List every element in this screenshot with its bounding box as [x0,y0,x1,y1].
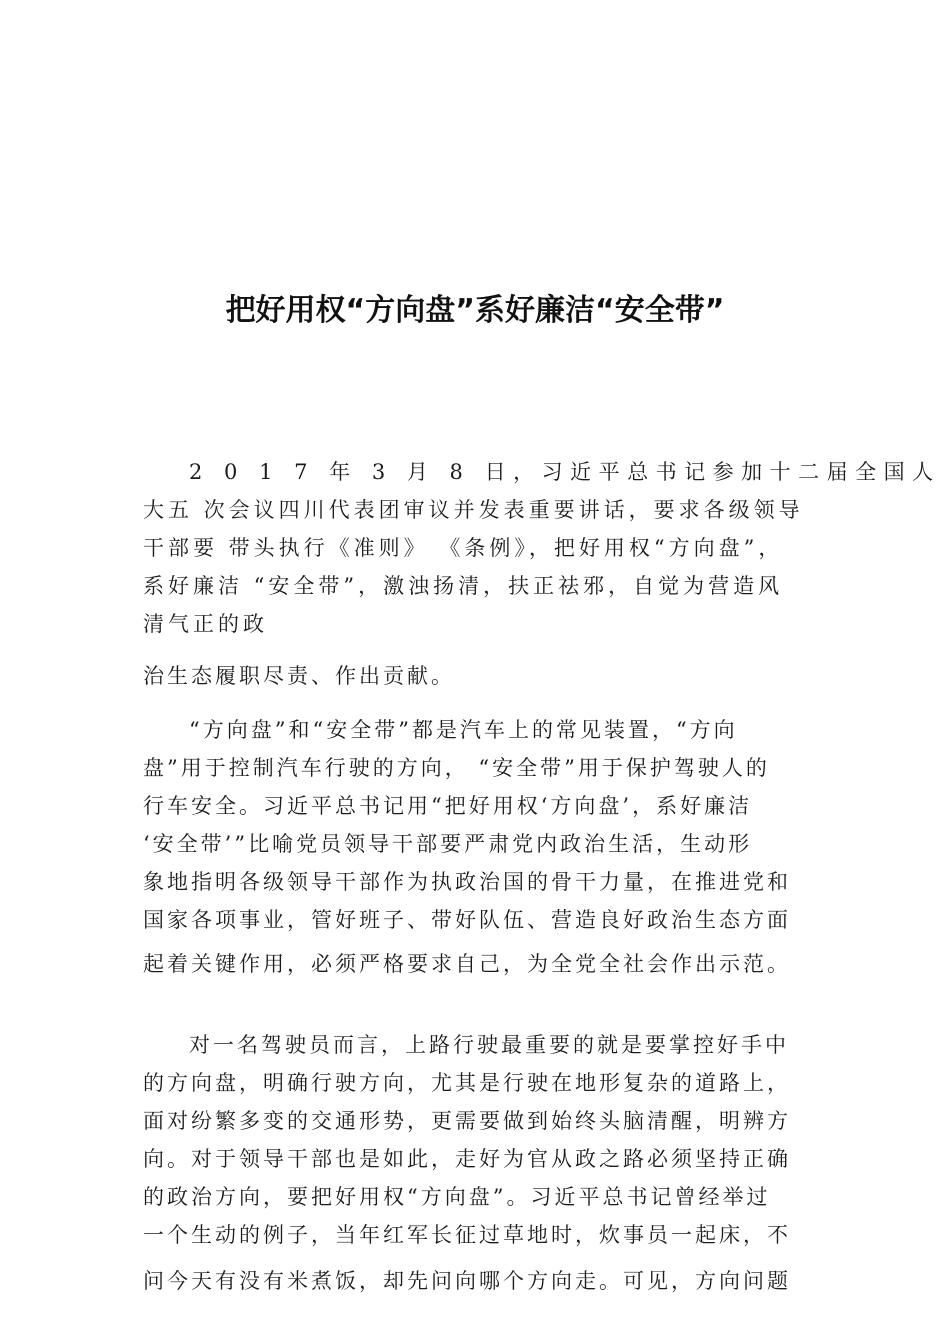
paragraph-line: 起着关键作用，必须严格要求自己，为全党全社会作出示范。 [143,952,791,976]
paragraph-line: “方向盘”和“安全带”都是汽车上的常见装置，“方向 [189,718,738,742]
paragraph-line: 对一名驾驶员而言，上路行驶最重要的就是要掌控好手中 [189,1033,789,1057]
paragraph-line: 行车安全。习近平总书记用“把好用权‘方向盘’，系好廉洁 [143,794,753,818]
paragraph-3 [143,1026,809,1300]
paragraph-line: 向。对于领导干部也是如此，走好为官从政之路必须坚持正确 [143,1147,791,1171]
paragraph-line: 面对纷繁多变的交通形势，更需要做到始终头脑清醒，明辨方 [143,1109,791,1133]
paragraph-1-tail [143,657,809,695]
paragraph-2 [143,711,809,983]
paragraph-line: 2 0 1 7 年 3 月 8 日，习近平总书记参加十二届全国人 [189,460,941,484]
paragraph-line: 系好廉洁 “安全带”，激浊扬清，扶正祛邪，自觉为营造风 [143,574,784,598]
paragraph-line: 治生态履职尽责、作出贡献。 [143,664,455,688]
paragraph-line: ‘安全带’”比喻党员领导干部要严肃党内政治生活，生动形 [143,832,753,856]
paragraph-line: 问今天有没有米煮饭，却先问向哪个方向走。可见，方向问题 [143,1269,791,1293]
paragraph-1 [143,453,941,643]
paragraph-line: 干部要 带头执行《准则》 《条例》，把好用权“方向盘”， [143,536,784,560]
page-title: 把好用权“方向盘”系好廉洁“安全带” [225,293,725,328]
paragraph-line: 大五 次会议四川代表团审议并发表重要讲话，要求各级领导 [143,498,804,522]
paragraph-line: 盘”用于控制汽车行驶的方向， “安全带”用于保护驾驶人的 [143,756,770,780]
paragraph-line: 象地指明各级领导干部作为执政治国的骨干力量，在推进党和 [143,870,791,894]
paragraph-line: 的政治方向，要把好用权“方向盘”。习近平总书记曾经举过 [143,1185,771,1209]
paragraph-line: 清气正的政 [143,612,268,636]
paragraph-line: 的方向盘，明确行驶方向，尤其是行驶在地形复杂的道路上， [143,1071,791,1095]
paragraph-line: 一个生动的例子，当年红军长征过草地时，炊事员一起床，不 [143,1223,791,1247]
paragraph-line: 国家各项事业，管好班子、带好队伍、营造良好政治生态方面 [143,908,791,932]
